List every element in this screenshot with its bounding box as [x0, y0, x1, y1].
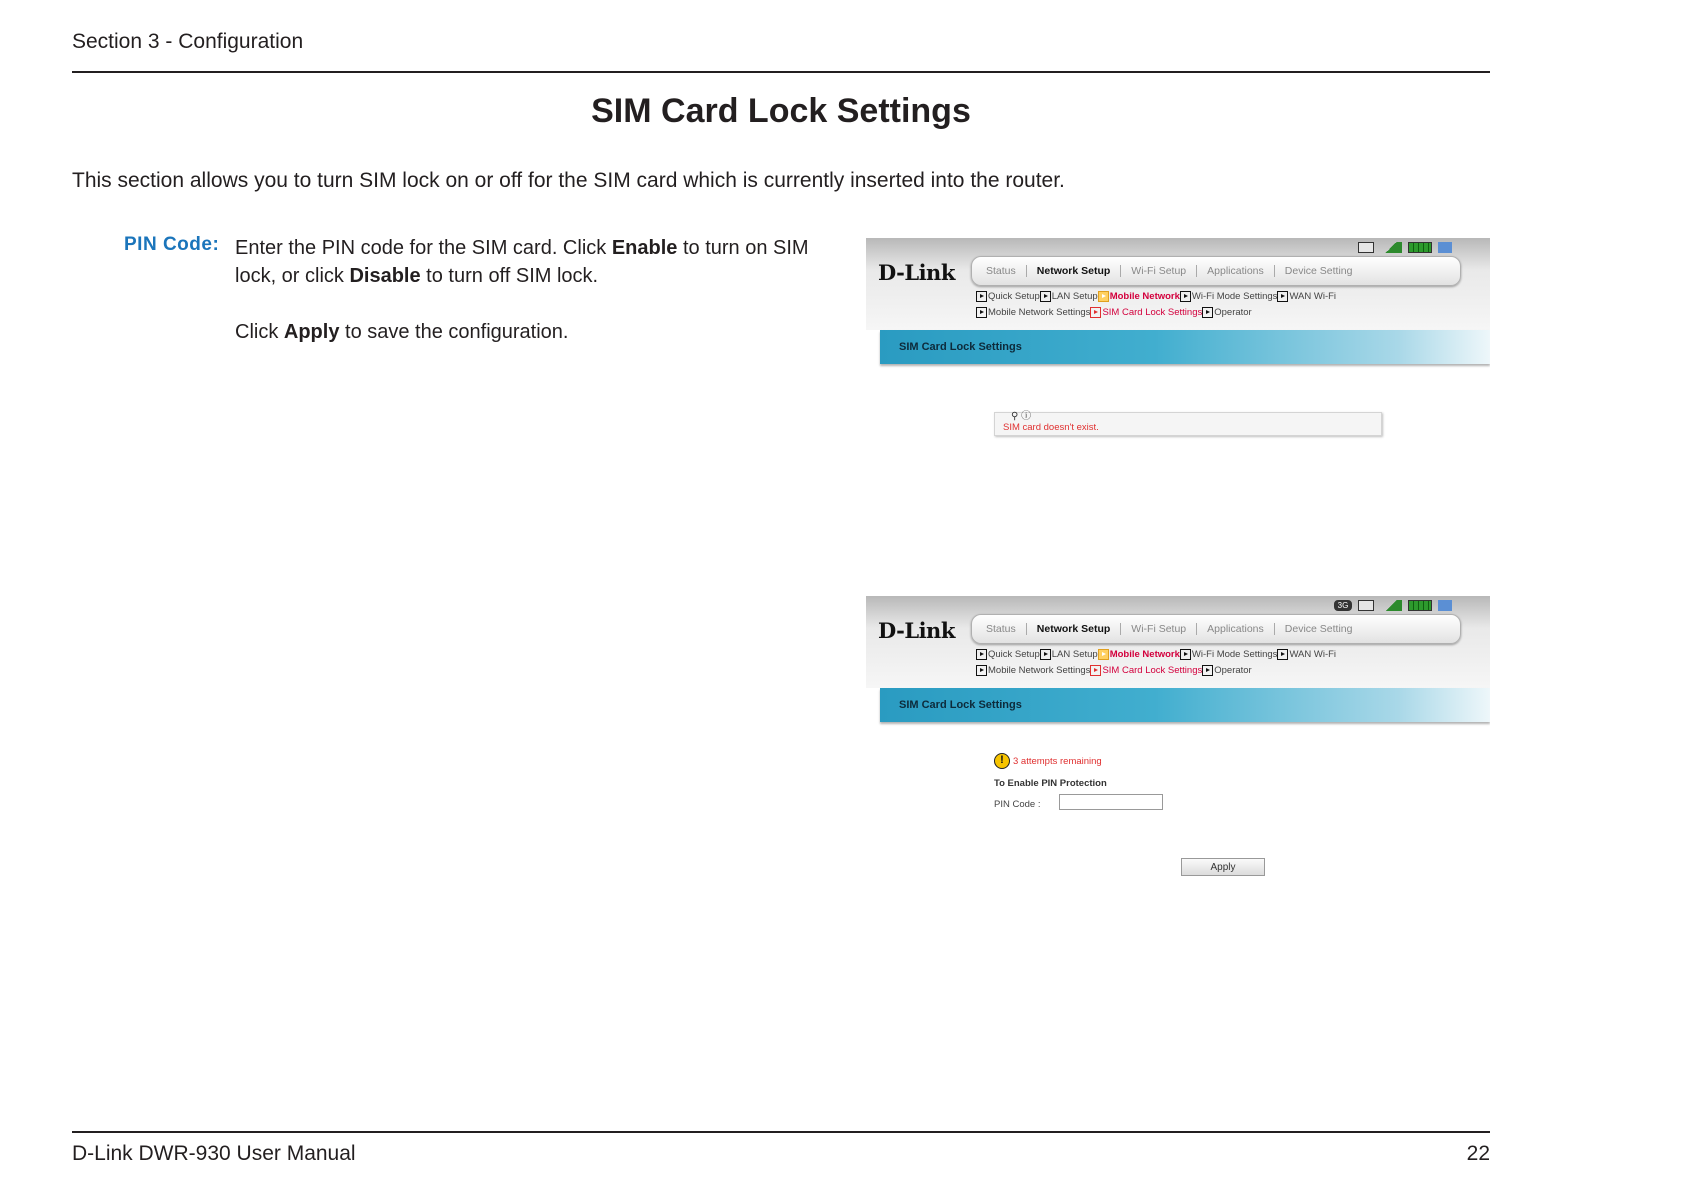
- desc-text: to turn on SIM lock, or click: [235, 237, 809, 287]
- subnav-wan-wifi[interactable]: WAN Wi-Fi: [1289, 291, 1337, 302]
- status-icons: [1358, 242, 1452, 253]
- user-icon: [1438, 242, 1452, 253]
- tab-applications[interactable]: Applications: [1197, 265, 1275, 277]
- tab-applications[interactable]: Applications: [1197, 623, 1275, 635]
- bullet-icon: [976, 649, 987, 660]
- bullet-icon: [1040, 649, 1051, 660]
- no-sim-notice: [994, 412, 1382, 436]
- tab-wifi-setup[interactable]: Wi-Fi Setup: [1121, 265, 1197, 277]
- subnav-sim-card-lock[interactable]: SIM Card Lock Settings: [1102, 307, 1203, 318]
- bullet-icon: [1098, 649, 1109, 660]
- subnav-mobile-network[interactable]: Mobile Network: [1109, 649, 1180, 660]
- bullet-icon: [976, 291, 987, 302]
- bullet-icon: [1040, 291, 1051, 302]
- subnav-wifi-mode[interactable]: Wi-Fi Mode Settings: [1191, 291, 1278, 302]
- pin-code-input[interactable]: [1059, 794, 1163, 810]
- router-top-bar: [866, 596, 1490, 688]
- dlink-logo: D-Link: [878, 618, 955, 643]
- tab-device-setting[interactable]: Device Setting: [1284, 623, 1353, 635]
- bullet-icon: [1277, 649, 1288, 660]
- field-label-pin-code: PIN Code:: [124, 234, 220, 255]
- tab-status[interactable]: Status: [976, 265, 1027, 277]
- router-screenshot-pin: [866, 596, 1490, 896]
- subnav-wifi-mode[interactable]: Wi-Fi Mode Settings: [1191, 649, 1278, 660]
- battery-icon: [1408, 600, 1432, 611]
- banner-title: SIM Card Lock Settings: [899, 341, 1022, 353]
- tab-status[interactable]: Status: [976, 623, 1027, 635]
- main-nav: [971, 614, 1461, 644]
- pin-code-label: PIN Code :: [994, 799, 1041, 810]
- subnav-operator[interactable]: Operator: [1214, 307, 1252, 318]
- user-icon: [1438, 600, 1452, 611]
- main-nav: [971, 256, 1461, 286]
- subnav-row-2: [976, 307, 1252, 318]
- desc-text: Enter the PIN code for the SIM card. Click: [235, 237, 612, 259]
- bullet-icon: [1180, 291, 1191, 302]
- subnav-lan-setup[interactable]: LAN Setup: [1051, 291, 1098, 302]
- page-title: SIM Card Lock Settings: [591, 92, 971, 130]
- subnav-row-2: [976, 665, 1252, 676]
- attempts-warning: [994, 753, 1102, 769]
- section-banner: [880, 688, 1490, 722]
- banner-title: SIM Card Lock Settings: [899, 699, 1022, 711]
- attempts-remaining: 3 attempts remaining: [1013, 755, 1102, 767]
- header-rule: [72, 71, 1490, 73]
- bullet-icon: [1090, 665, 1101, 676]
- battery-icon: [1408, 242, 1432, 253]
- no-sim-message: SIM card doesn't exist.: [1003, 422, 1099, 433]
- subnav-quick-setup[interactable]: Quick Setup: [988, 649, 1040, 660]
- page-number: 22: [1466, 1142, 1490, 1165]
- bullet-icon: [1180, 649, 1191, 660]
- subnav-row-1: [976, 291, 1336, 302]
- enable-keyword: Enable: [611, 237, 678, 259]
- footer-rule: [72, 1131, 1490, 1133]
- sim-status-icon: [1358, 242, 1374, 253]
- apply-button[interactable]: Apply: [1181, 858, 1265, 876]
- subnav-row-1: [976, 649, 1336, 660]
- subnav-lan-setup[interactable]: LAN Setup: [1051, 649, 1098, 660]
- desc-text: to save the configuration.: [339, 321, 569, 343]
- subnav-quick-setup[interactable]: Quick Setup: [988, 291, 1040, 302]
- bullet-icon: [976, 665, 987, 676]
- subnav-wan-wifi[interactable]: WAN Wi-Fi: [1289, 649, 1337, 660]
- network-3g-icon: 3G: [1334, 600, 1352, 611]
- tab-device-setting[interactable]: Device Setting: [1284, 265, 1353, 277]
- section-banner: [880, 330, 1490, 364]
- apply-desc: [235, 318, 835, 346]
- subnav-sim-card-lock[interactable]: SIM Card Lock Settings: [1102, 665, 1203, 676]
- subnav-mobile-network-settings[interactable]: Mobile Network Settings: [988, 665, 1091, 676]
- bullet-icon: [1098, 291, 1109, 302]
- apply-keyword: Apply: [283, 321, 340, 343]
- bullet-icon: [1202, 307, 1213, 318]
- subnav-mobile-network-settings[interactable]: Mobile Network Settings: [988, 307, 1091, 318]
- dlink-logo: D-Link: [878, 260, 955, 285]
- bullet-icon: [1202, 665, 1213, 676]
- desc-text: Click: [235, 321, 284, 343]
- info-icons: ⚲ ⓘ: [1011, 411, 1032, 422]
- field-description: [235, 234, 835, 346]
- subnav-mobile-network[interactable]: Mobile Network: [1109, 291, 1180, 302]
- pin-protection-heading: To Enable PIN Protection: [994, 778, 1107, 789]
- section-header: Section 3 - Configuration: [72, 30, 304, 53]
- status-icons: [1334, 600, 1452, 611]
- tab-network-setup[interactable]: Network Setup: [1027, 623, 1122, 635]
- router-screenshot-no-sim: [866, 238, 1490, 453]
- disable-keyword: Disable: [349, 265, 421, 287]
- tab-wifi-setup[interactable]: Wi-Fi Setup: [1121, 623, 1197, 635]
- signal-icon: [1380, 242, 1402, 253]
- pin-code-desc: [235, 234, 835, 290]
- desc-text: to turn off SIM lock.: [420, 265, 599, 287]
- footer-manual-title: D-Link DWR-930 User Manual: [72, 1142, 356, 1165]
- warning-icon: !: [994, 753, 1010, 769]
- subnav-operator[interactable]: Operator: [1214, 665, 1252, 676]
- sim-status-icon: [1358, 600, 1374, 611]
- signal-icon: [1380, 600, 1402, 611]
- tab-network-setup[interactable]: Network Setup: [1027, 265, 1122, 277]
- bullet-icon: [1277, 291, 1288, 302]
- bullet-icon: [976, 307, 987, 318]
- intro-text: This section allows you to turn SIM lock on or off for the SIM card which is currently inserted into the router.: [72, 169, 1065, 192]
- router-top-bar: [866, 238, 1490, 330]
- bullet-icon: [1090, 307, 1101, 318]
